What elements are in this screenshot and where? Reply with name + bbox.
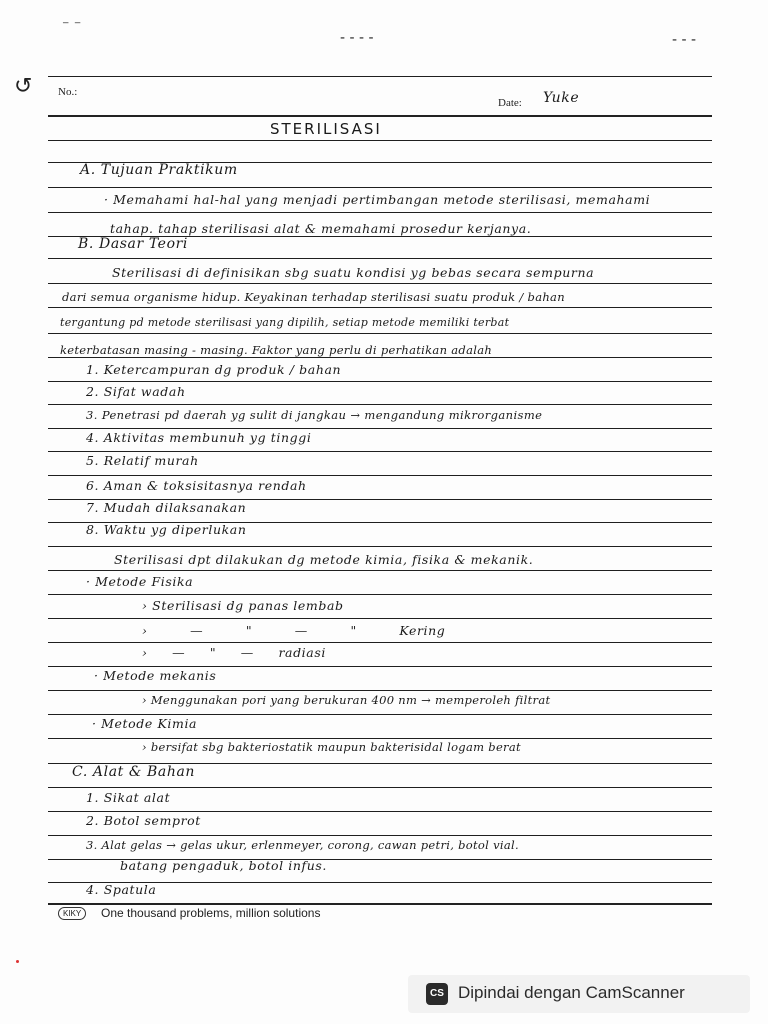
line-29: 3. Alat gelas → gelas ukur, erlenmeyer, corong, cawan petri, botol vial. bbox=[86, 838, 519, 852]
footer-rule bbox=[48, 903, 712, 905]
line-30: batang pengaduk, botol infus. bbox=[120, 858, 327, 873]
date-label: Date: bbox=[498, 97, 522, 109]
curl-mark: ↺ bbox=[14, 74, 33, 99]
line-9: 1. Ketercampuran dg produk / bahan bbox=[86, 362, 342, 377]
camscanner-watermark bbox=[408, 975, 750, 1013]
page-title: STERILISASI bbox=[270, 120, 382, 138]
rule-4 bbox=[48, 212, 712, 213]
line-8: keterbatasan masing - masing. Faktor yang perlu di perhatikan adalah bbox=[60, 343, 493, 357]
line-11: 3. Penetrasi pd daerah yg sulit di jangkau → mengandung mikrorganisme bbox=[86, 408, 543, 422]
rule-29 bbox=[48, 811, 712, 812]
rule-7 bbox=[48, 283, 712, 284]
header-bottom-rule bbox=[48, 115, 712, 117]
rule-14 bbox=[48, 451, 712, 452]
date-value: Yuke bbox=[543, 90, 580, 106]
line-5: Sterilisasi di definisikan sbg suatu kondisi yg bebas secara sempurna bbox=[112, 265, 595, 280]
footer-tagline: One thousand problems, million solutions bbox=[101, 906, 321, 920]
line-31: 4. Spatula bbox=[86, 882, 157, 897]
line-7: tergantung pd metode sterilisasi yang dipilih, setiap metode memiliki terbat bbox=[60, 316, 510, 329]
rule-15 bbox=[48, 475, 712, 476]
top-right-dash: - - - bbox=[672, 32, 697, 48]
line-21: › — " — radiasi bbox=[142, 645, 326, 660]
rule-22 bbox=[48, 642, 712, 643]
line-10: 2. Sifat wadah bbox=[86, 384, 186, 399]
line-22: · Metode mekanis bbox=[94, 668, 217, 683]
rule-3 bbox=[48, 187, 712, 188]
rule-12 bbox=[48, 404, 712, 405]
line-13: 5. Relatif murah bbox=[86, 453, 199, 468]
rule-8 bbox=[48, 307, 712, 308]
rule-13 bbox=[48, 428, 712, 429]
camscanner-text: Dipindai dengan CamScanner bbox=[458, 983, 685, 1002]
line-18: · Metode Fisika bbox=[86, 574, 194, 589]
rule-21 bbox=[48, 618, 712, 619]
rule-11 bbox=[48, 381, 712, 382]
line-19: › Sterilisasi dg panas lembab bbox=[142, 598, 344, 613]
top-left-dash: ⁻ ⁻ bbox=[62, 18, 82, 34]
rule-23 bbox=[48, 666, 712, 667]
line-3: tahap. tahap sterilisasi alat & memahami prosedur kerjanya. bbox=[110, 221, 532, 236]
line-28: 2. Botol semprot bbox=[86, 813, 201, 828]
rule-20 bbox=[48, 594, 712, 595]
no-label: No.: bbox=[58, 86, 78, 98]
rule-28 bbox=[48, 787, 712, 788]
line-24: · Metode Kimia bbox=[92, 716, 198, 731]
line-14: 6. Aman & toksisitasnya rendah bbox=[86, 478, 307, 493]
line-15: 7. Mudah dilaksanakan bbox=[86, 500, 247, 515]
line-12: 4. Aktivitas membunuh yg tinggi bbox=[86, 430, 312, 445]
rule-1 bbox=[48, 140, 712, 141]
line-23: › Menggunakan pori yang berukuran 400 nm → memperoleh filtrat bbox=[142, 693, 551, 707]
rule-10 bbox=[48, 357, 712, 358]
line-20: › — " — " Kering bbox=[142, 623, 446, 638]
rule-18 bbox=[48, 546, 712, 547]
brand-logo: KIKY bbox=[58, 907, 86, 920]
rule-6 bbox=[48, 258, 712, 259]
line-17: Sterilisasi dpt dilakukan dg metode kimia, fisika & mekanik. bbox=[114, 552, 534, 567]
top-center-dash: - - - - bbox=[340, 30, 374, 46]
section-a-heading: A. Tujuan Praktikum bbox=[80, 162, 238, 178]
rule-30 bbox=[48, 835, 712, 836]
line-2: · Memahami hal-hal yang menjadi pertimbangan metode sterilisasi, memahami bbox=[104, 192, 651, 207]
rule-9 bbox=[48, 333, 712, 334]
line-6: dari semua organisme hidup. Keyakinan terhadap sterilisasi suatu produk / bahan bbox=[62, 290, 565, 304]
red-speck bbox=[16, 960, 19, 963]
header-top-rule bbox=[48, 76, 712, 77]
rule-19 bbox=[48, 570, 712, 571]
rule-26 bbox=[48, 738, 712, 739]
line-16: 8. Waktu yg diperlukan bbox=[86, 522, 247, 537]
section-b-heading: B. Dasar Teori bbox=[78, 236, 188, 252]
line-27: 1. Sikat alat bbox=[86, 790, 171, 805]
line-25: › bersifat sbg bakteriostatik maupun bakterisidal logam berat bbox=[142, 740, 521, 754]
rule-24 bbox=[48, 690, 712, 691]
rule-25 bbox=[48, 714, 712, 715]
camscanner-icon: CS bbox=[426, 983, 448, 1005]
section-c-heading: C. Alat & Bahan bbox=[72, 764, 196, 780]
